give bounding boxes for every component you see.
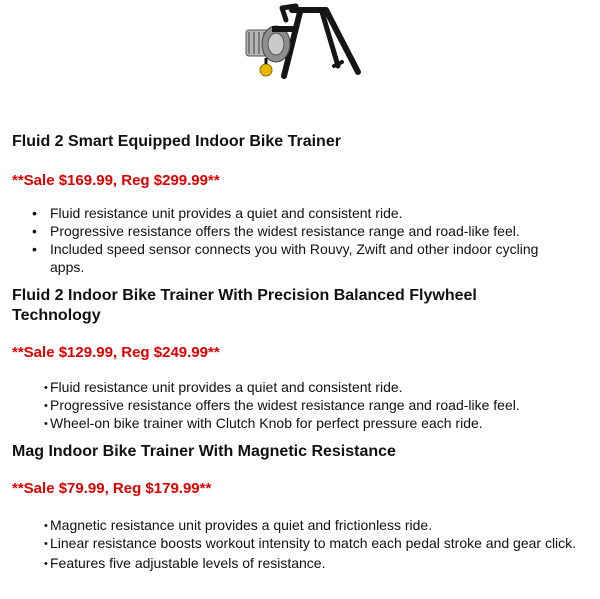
product-title: Mag Indoor Bike Trainer With Magnetic Resistance — [12, 443, 396, 460]
feature-list — [12, 378, 582, 432]
product-list — [12, 132, 582, 572]
list-item: • Fluid resistance unit provides a quiet and consistent ride. — [12, 378, 582, 396]
list-item: • Progressive resistance offers the widest resistance range and road-like feel. — [12, 396, 582, 414]
product-title: Fluid 2 Smart Equipped Indoor Bike Trainer — [12, 133, 341, 150]
product-price: **Sale $79.99, Reg $179.99** — [12, 480, 212, 497]
product-fluid2 — [12, 286, 582, 432]
bike-trainer-icon — [226, 0, 366, 86]
list-item: • Magnetic resistance unit provides a quiet and frictionless ride. — [12, 516, 582, 534]
product-fluid2-smart — [12, 132, 582, 276]
product-mag — [12, 442, 582, 572]
list-item: • Features five adjustable levels of resistance. — [12, 554, 582, 572]
list-item: • Progressive resistance offers the widest resistance range and road-like feel. — [12, 222, 582, 240]
product-price: **Sale $169.99, Reg $299.99** — [12, 172, 220, 189]
list-item: • Linear resistance boosts workout intensity to match each pedal stroke and gear click. — [12, 534, 580, 552]
list-item: • Included speed sensor connects you with Rouvy, Zwift and other indoor cycling apps. — [12, 240, 570, 276]
product-title: Fluid 2 Indoor Bike Trainer With Precision Balanced Flywheel Technology — [12, 287, 477, 324]
product-price: **Sale $129.99, Reg $249.99** — [12, 344, 220, 361]
list-item: • Wheel-on bike trainer with Clutch Knob for perfect pressure each ride. — [12, 414, 582, 432]
feature-list — [12, 516, 582, 572]
feature-list — [12, 204, 582, 276]
list-item: • Fluid resistance unit provides a quiet and consistent ride. — [12, 204, 582, 222]
